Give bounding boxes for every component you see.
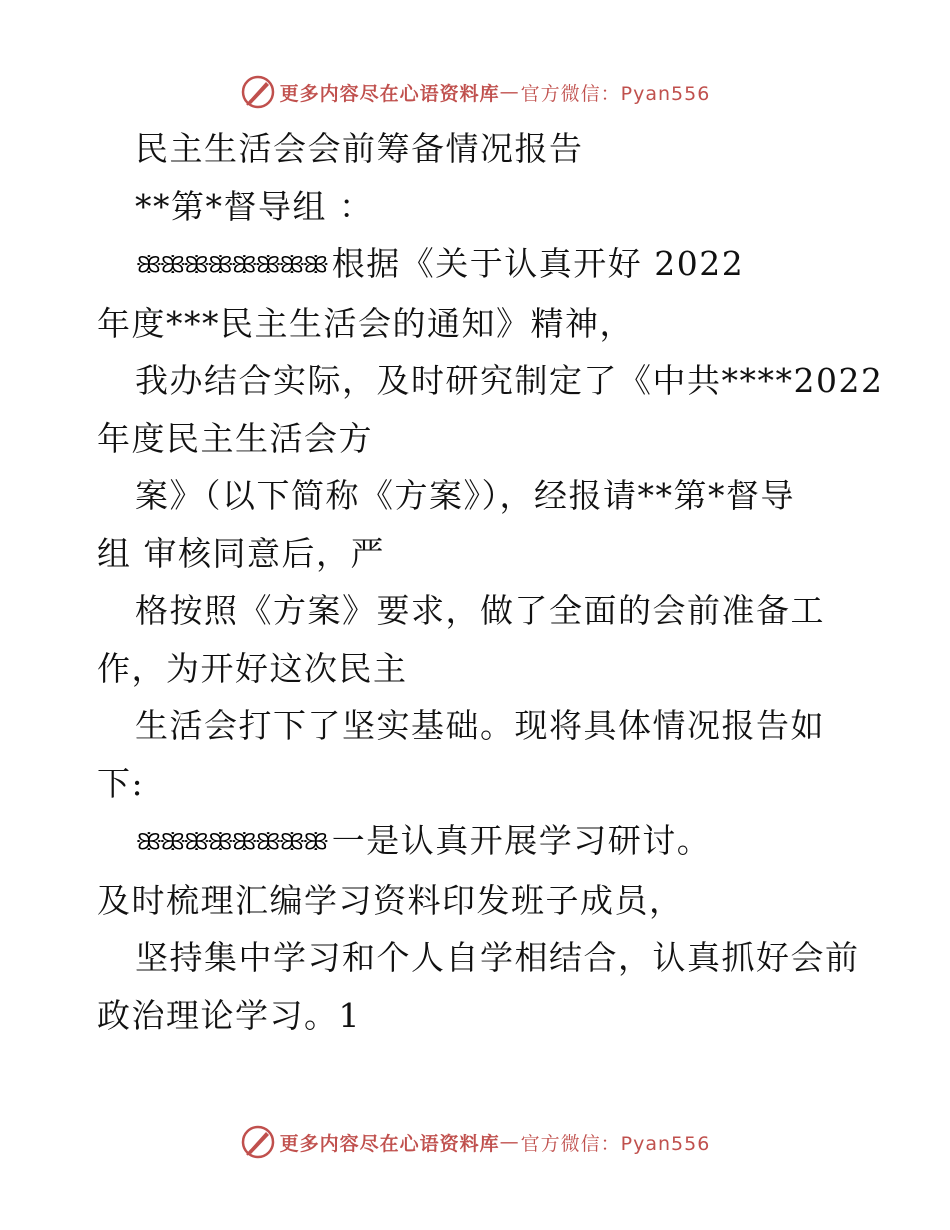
doc-line: 及时梳理汇编学习资料印发班子成员， xyxy=(97,880,684,920)
watermark-title: 更多内容尽在心语资料库 xyxy=(279,82,500,105)
doc-line: 政治理论学习。1 xyxy=(97,995,361,1035)
document-body xyxy=(97,120,884,1044)
quill-pen-logo-icon xyxy=(240,1124,276,1160)
watermark-separator: — xyxy=(499,1131,521,1153)
footer-watermark xyxy=(0,1124,950,1160)
doc-line: 案》（以下简称《方案》），经报请**第*督导 xyxy=(135,476,795,515)
doc-line: 生活会打下了坚实基础。现将具体情况报告如 xyxy=(135,706,825,745)
quill-pen-logo-icon xyxy=(240,74,276,110)
doc-title: 民主生活会会前筹备情况报告 xyxy=(135,129,584,168)
header-watermark xyxy=(0,74,950,110)
doc-line: 年度民主生活会方 xyxy=(97,418,373,458)
doc-line: ꕥꕥꕥꕥꕥꕥꕥꕥ 一是认真开展学习研讨。 xyxy=(97,812,857,872)
doc-line: 我办结合实际，及时研究制定了《中共****2022 xyxy=(135,361,884,400)
watermark-contact: 官方微信：Pyan556 xyxy=(520,1132,711,1155)
watermark-separator: — xyxy=(499,81,521,103)
doc-line: 下: xyxy=(97,763,145,803)
ornament-icon: ꕥꕥꕥꕥꕥꕥꕥꕥ xyxy=(135,252,326,279)
doc-line: ꕥꕥꕥꕥꕥꕥꕥꕥ 根据《关于认真开好 2022 xyxy=(97,235,857,295)
doc-line: 年度***民主生活会的通知》精神， xyxy=(97,303,634,343)
doc-line: 组 审核同意后，严 xyxy=(97,533,385,573)
watermark-contact: 官方微信：Pyan556 xyxy=(520,82,711,105)
ornament-icon: ꕥꕥꕥꕥꕥꕥꕥꕥ xyxy=(135,829,326,856)
doc-line: 格按照《方案》要求，做了全面的会前准备工 xyxy=(135,591,825,630)
doc-addressee: **第*督导组 ： xyxy=(135,186,374,226)
doc-line: 作，为开好这次民主 xyxy=(97,648,408,688)
watermark-title: 更多内容尽在心语资料库 xyxy=(279,1132,500,1155)
doc-line: 坚持集中学习和个人自学相结合，认真抓好会前 xyxy=(135,938,860,977)
